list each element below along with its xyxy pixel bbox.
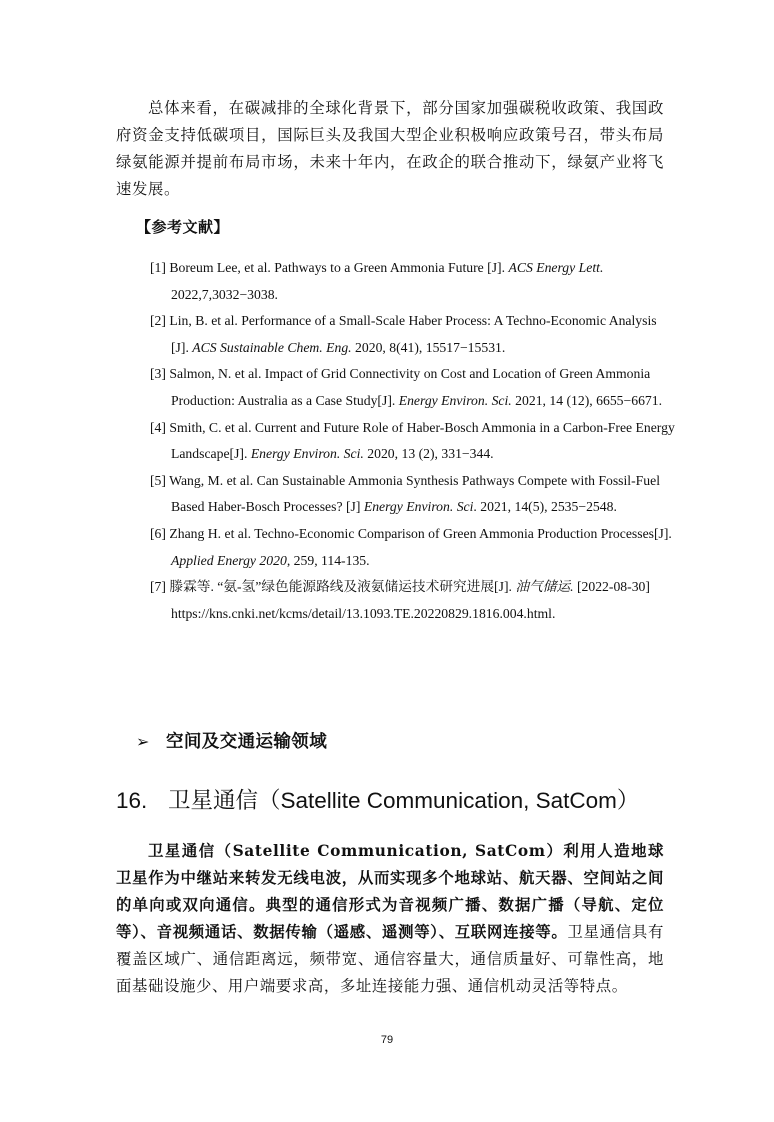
satcom-bold-text: 卫星通信（Satellite Communication, SatCom）利用人造地球卫星作为中继站来转发无线电波，从而实现多个地球站、航天器、空间站之间的单向或双向通信。典型的通信形式为音视频广播、数据广播（导航、定位等）、音视频通话、数据传输（遥感、遥测等）、互联网连接等。: [116, 842, 664, 941]
section-title: 空间及交通运输领域: [166, 732, 328, 752]
reference-item: [2] Lin, B. et al. Performance of a Small-Scale Haber Process: A Techno-Economic Analysis [J]. ACS Sustainable Chem. Eng. 2020, 8(41), 15517−15531.: [150, 313, 657, 355]
reference-item: [1] Boreum Lee, et al. Pathways to a Green Ammonia Future [J]. ACS Energy Lett. 2022,7,3032−3038.: [150, 260, 604, 302]
heading-title: 卫星通信（Satellite Communication, SatCom）: [168, 788, 640, 813]
topic-heading: [116, 783, 639, 815]
satcom-normal-text: 卫星通信具有覆盖区域广、通信距离远，频带宽、通信容量大，通信质量好、可靠性高，地面基础设施少、用户端要求高，多址连接能力强、通信机动灵活等特点。: [116, 923, 664, 995]
reference-item: [5] Wang, M. et al. Can Sustainable Ammonia Synthesis Pathways Compete with Fossil-Fuel Based Haber-Bosch Processes? [J] Energy Environ. Sci. 2021, 14(5), 2535−2548.: [150, 472, 660, 515]
section-heading: [136, 728, 327, 753]
arrow-bullet-icon: ➢: [136, 732, 150, 751]
reference-list: [146, 255, 676, 627]
reference-item: [7] 滕霖等. “氨-氢”绿色能源路线及液氨储运技术研究进展[J]. 油气储运. [2022-08-30] https://kns.cnki.net/kcms/detail/13.1093.TE.20220829.1816.004.html.: [150, 579, 650, 621]
heading-number: 16.: [116, 788, 148, 813]
references-title: 【参考文献】: [136, 218, 230, 236]
reference-item: [3] Salmon, N. et al. Impact of Grid Connectivity on Cost and Location of Green Ammonia Production: Australia as a Case Study[J]. Energy Environ. Sci. 2021, 14 (12), 6655−6671.: [150, 366, 663, 408]
page-number: 79: [380, 1034, 394, 1046]
satcom-paragraph: [116, 838, 664, 1000]
reference-item: [6] Zhang H. et al. Techno-Economic Comparison of Green Ammonia Production Processes[J]. Applied Energy 2020, 259, 114-135.: [150, 525, 672, 568]
intro-paragraph: 总体来看，在碳减排的全球化背景下，部分国家加强碳税收政策、我国政府资金支持低碳项目，国际巨头及我国大型企业积极响应政策号召，带头布局绿氨能源并提前布局市场，未来十年内，在政企的联合推动下，绿氨产业将飞速发展。: [116, 99, 664, 198]
reference-item: [4] Smith, C. et al. Current and Future Role of Haber-Bosch Ammonia in a Carbon-Free Energy Landscape[J]. Energy Environ. Sci. 2020, 13 (2), 331−344.: [150, 419, 675, 462]
